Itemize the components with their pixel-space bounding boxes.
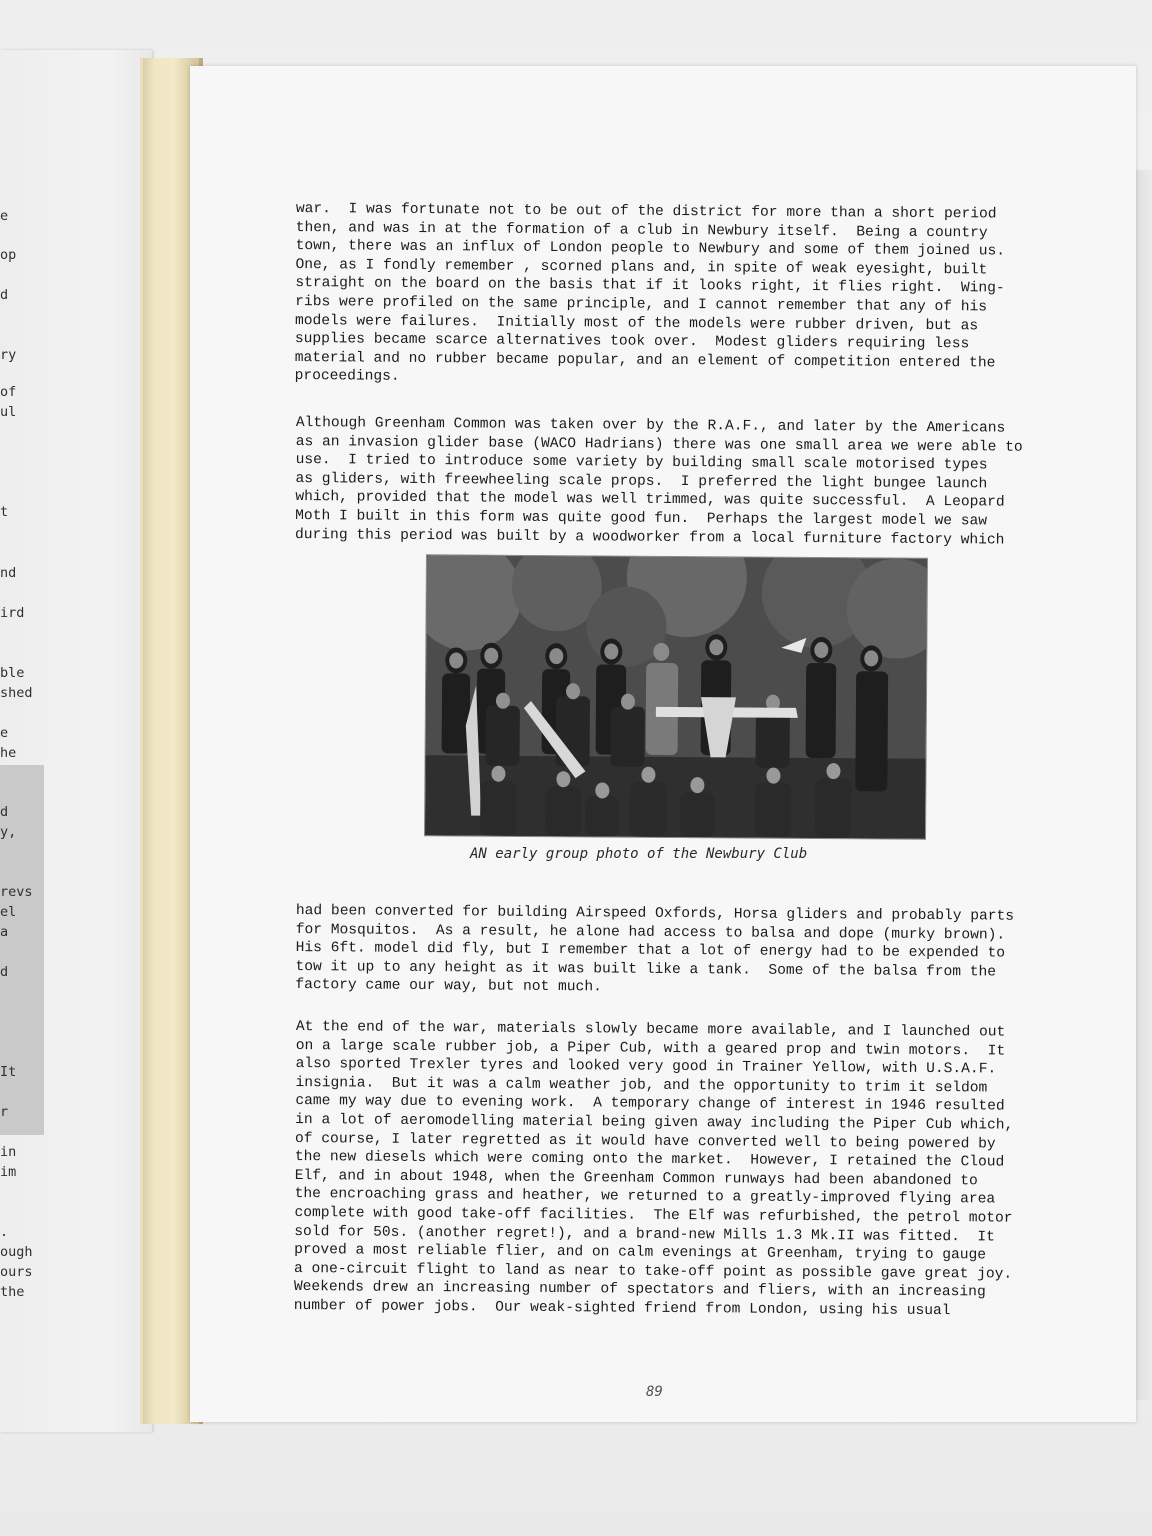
left-page-fragment: a — [0, 924, 9, 940]
text-line: sold for 50s. (another regret!), and a brand-new Mills 1.3 Mk.II was fitted. It — [294, 1223, 995, 1246]
left-page-fragment: he — [0, 745, 17, 761]
text-line: His 6ft. model did fly, but I remember that a lot of energy had to be expended to — [295, 940, 1006, 962]
text-line: also sported Trexler tyres and looked very good in Trainer Yellow, with U.S.A.F. — [295, 1056, 997, 1078]
text-line: Elf, and in about 1948, when the Greenham Common runways had been abandoned to — [294, 1167, 978, 1190]
page-number: 89 — [646, 1384, 663, 1400]
paragraph-1 — [295, 200, 1006, 392]
left-page-fragment: d — [0, 804, 9, 820]
text-line: the encroaching grass and heather, we returned to a greatly-improved flying area — [294, 1186, 996, 1208]
text-line: At the end of the war, materials slowly became more available, and I launched out — [295, 1018, 1006, 1041]
text-line: Weekends drew an increasing number of spectators and fliers, with an increasing — [293, 1279, 986, 1301]
text-line: tow it up to any height as it was built like a tank. Some of the balsa from the — [295, 958, 997, 981]
left-page-fragment: the — [0, 1284, 25, 1300]
text-line: on a large scale rubber job, a Piper Cub, with a geared prop and twin motors. It — [295, 1037, 1006, 1060]
left-page-fragment: ird — [0, 605, 25, 621]
text-line: had been converted for building Airspeed Oxfords, Horsa gliders and probably parts — [295, 902, 1015, 925]
text-line: insignia. But it was a calm weather job, and the opportunity to trim it seldom — [295, 1074, 988, 1097]
left-page-fragment: im — [0, 1164, 17, 1180]
text-line: came my way due to evening work. A temporary change of interest in 1946 resulted — [295, 1093, 1005, 1115]
text-line: One, as I fondly remember , scorned plans and, in spite of weak eyesight, built — [295, 256, 988, 279]
left-page-fragment: t — [0, 504, 9, 520]
text-line: proceedings. — [294, 368, 400, 386]
group-photo-image — [425, 555, 927, 838]
text-line: of course, I later regretted as it would have converted well to being powered by — [294, 1130, 996, 1153]
left-page-fragment: ours — [0, 1264, 33, 1280]
text-line: number of power jobs. Our weak-sighted friend from London, using his usual — [293, 1297, 951, 1320]
text-line: factory came our way, but not much. — [295, 977, 602, 996]
text-line: then, and was in at the formation of a club in Newbury itself. Being a country — [295, 219, 988, 242]
text-line: material and no rubber became popular, and an element of competition entered the — [294, 349, 996, 372]
left-page-fragment: It — [0, 1064, 17, 1080]
text-line: the new diesels which were coming onto the market. However, I retained the Cloud — [294, 1149, 1005, 1171]
text-line: a one-circuit flight to land as near to take-off point as possible gave great joy. — [293, 1260, 1013, 1283]
left-page — [0, 50, 152, 1432]
text-line: models were failures. Initially most of the models were rubber driven, but as — [294, 312, 979, 334]
left-page-fragment: . — [0, 1224, 9, 1240]
left-page-fragment: of — [0, 384, 17, 400]
left-page-fragment: el — [0, 904, 17, 920]
left-page-fragment: e — [0, 208, 9, 224]
text-line: during this period was built by a woodworker from a local furniture factory which — [294, 526, 1005, 549]
text-line: which, provided that the model was well trimmed, was quite successful. A Leopard — [295, 489, 1005, 511]
text-line: town, there was an influx of London people to Newbury and some of them joined us. — [295, 238, 1006, 260]
left-page-fragment: ul — [0, 404, 17, 420]
left-page-fragment: nd — [0, 565, 17, 581]
text-line: as an invasion glider base (WACO Hadrians) there was one small area we were able to — [295, 433, 1023, 456]
left-page-fragment: revs — [0, 884, 33, 900]
text-line: as gliders, with freewheeling scale props. I preferred the light bungee launch — [295, 470, 988, 493]
text-line: use. I tried to introduce some variety by building small scale motorised types — [295, 452, 988, 474]
text-line: complete with good take-off facilities. The Elf was refurbished, the petrol motor — [294, 1204, 1013, 1227]
text-line: ribs were profiled on the same principle, and I cannot remember that any of his — [295, 293, 988, 316]
photo-caption: AN early group photo of the Newbury Club — [470, 846, 808, 862]
text-line: Moth I built in this form was quite good fun. Perhaps the largest model we saw — [295, 507, 988, 530]
left-page-fragment: y, — [0, 824, 17, 840]
left-page-fragment: d — [0, 287, 9, 303]
paragraph-4 — [294, 1018, 1014, 1321]
left-page-fragment: op — [0, 247, 17, 263]
text-line: Although Greenham Common was taken over by the R.A.F., and later by the Americans — [295, 414, 1006, 437]
left-page-fragment: ough — [0, 1244, 33, 1260]
left-page-fragment: in — [0, 1144, 17, 1160]
paragraph-2 — [295, 414, 1023, 550]
left-page-fragment: d — [0, 964, 9, 980]
text-line: supplies became scarce alternatives took over. Modest gliders requiring less — [294, 331, 970, 353]
text-line: straight on the board on the basis that if it looks right, it flies right. Wing- — [295, 275, 1005, 297]
text-line: for Mosquitos. As a result, he alone had access to balsa and dope (murky brown). — [295, 921, 1006, 944]
left-page-fragment: e — [0, 725, 9, 741]
left-page-fragment: ble — [0, 665, 25, 681]
left-page-fragment: r — [0, 1104, 9, 1120]
text-line: war. I was fortunate not to be out of the district for more than a short period — [295, 200, 997, 223]
left-page-fragment: shed — [0, 685, 33, 701]
left-page-fragment: ry — [0, 347, 17, 363]
group-photo — [424, 554, 928, 839]
text-line: in a lot of aeromodelling material being given away including the Piper Cub which, — [295, 1111, 1014, 1134]
text-line: proved a most reliable flier, and on calm evenings at Greenham, trying to gauge — [294, 1242, 987, 1264]
paragraph-3 — [295, 902, 1014, 1001]
